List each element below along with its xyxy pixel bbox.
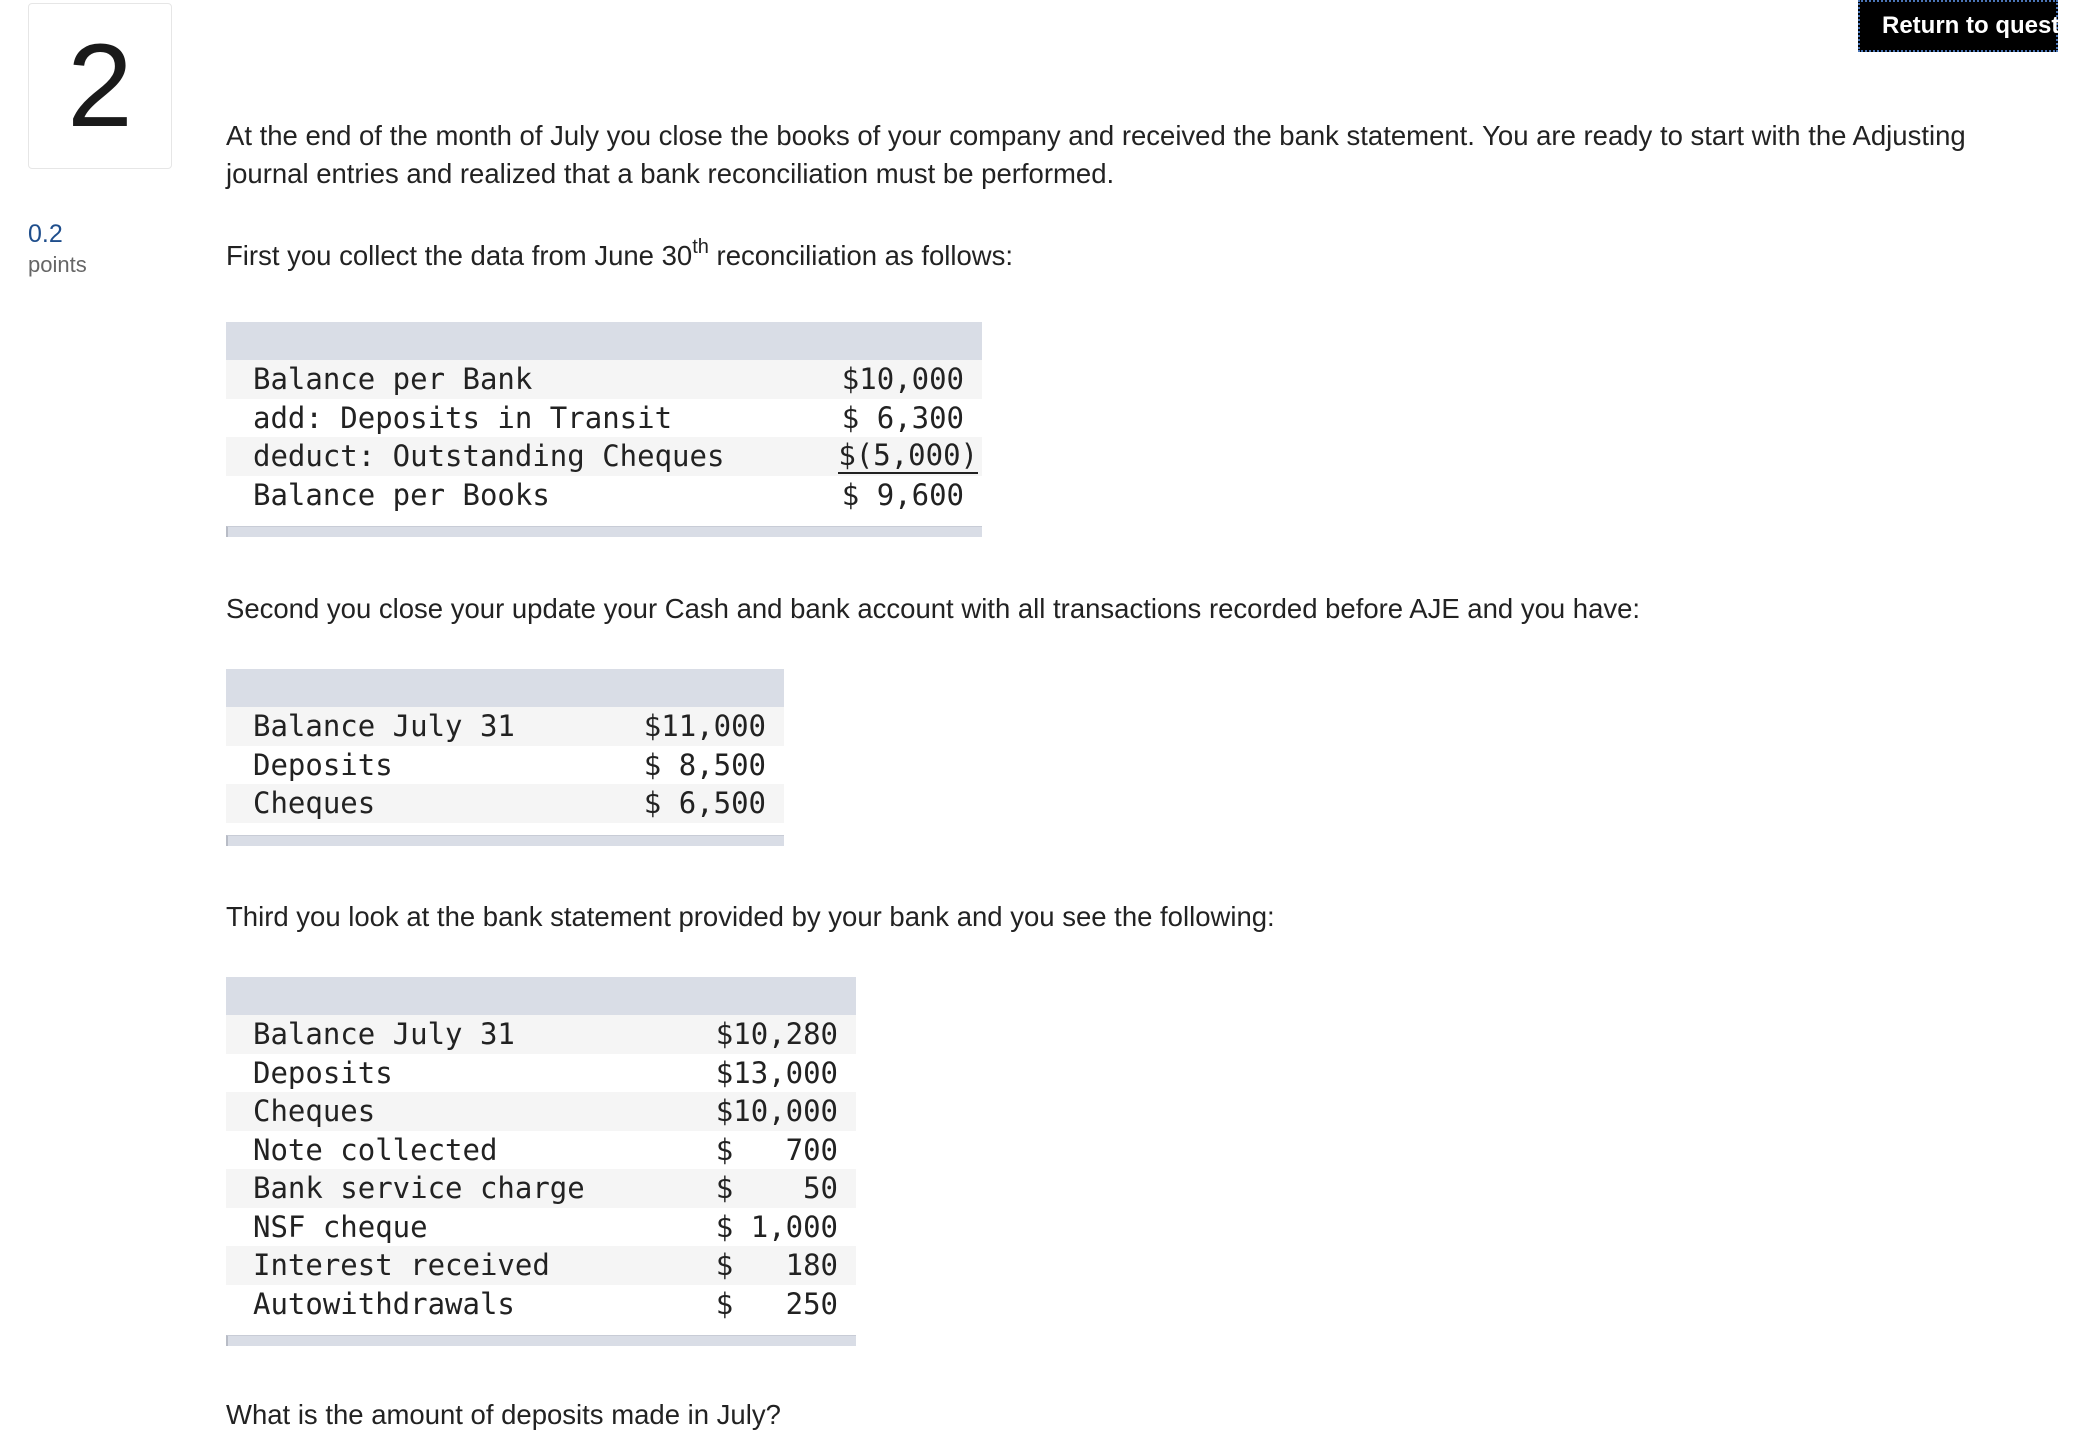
row-amount: $(5,000) bbox=[838, 438, 978, 473]
row-label: deduct: Outstanding Cheques bbox=[253, 439, 725, 474]
table-row bbox=[226, 1054, 856, 1093]
row-label: Note collected bbox=[253, 1132, 498, 1167]
row-amount: $11,000 bbox=[643, 709, 766, 744]
points-value: 0.2 bbox=[28, 220, 63, 248]
intro-paragraph bbox=[226, 117, 2056, 193]
table-row bbox=[226, 1015, 856, 1054]
question-number-box bbox=[28, 3, 172, 169]
row-label: Balance July 31 bbox=[253, 709, 515, 744]
ordinal-suffix: th bbox=[692, 236, 709, 258]
table-row bbox=[226, 1208, 856, 1247]
intro-line-2: journal entries and realized that a bank reconciliation must be performed. bbox=[226, 158, 1115, 189]
table-row bbox=[226, 476, 982, 515]
table-row bbox=[226, 784, 784, 823]
cash-account-table bbox=[226, 669, 784, 846]
third-paragraph: Third you look at the bank statement provided by your bank and you see the following: bbox=[226, 901, 1275, 932]
row-amount: $10,280 bbox=[715, 1017, 838, 1052]
row-label: Deposits bbox=[253, 1055, 393, 1090]
row-label: Balance July 31 bbox=[253, 1017, 515, 1052]
table-row bbox=[226, 399, 982, 438]
table-header bbox=[226, 322, 982, 360]
row-label: Deposits bbox=[253, 747, 393, 782]
table-footer bbox=[226, 526, 982, 537]
table-row bbox=[226, 1285, 856, 1324]
first-paragraph bbox=[226, 237, 1013, 275]
table-footer bbox=[226, 835, 784, 846]
row-label: add: Deposits in Transit bbox=[253, 400, 673, 435]
table-footer bbox=[226, 1335, 856, 1346]
june-reconciliation-table bbox=[226, 322, 982, 537]
table-row bbox=[226, 437, 982, 476]
intro-line-1: At the end of the month of July you close the books of your company and received the bank statement. You are ready to start with the Adjusting bbox=[226, 120, 1966, 151]
table-header bbox=[226, 669, 784, 707]
points-label: points bbox=[28, 252, 87, 277]
row-label: Autowithdrawals bbox=[253, 1286, 515, 1321]
table-row bbox=[226, 1092, 856, 1131]
row-amount: $ 8,500 bbox=[643, 747, 766, 782]
row-amount: $10,000 bbox=[715, 1094, 838, 1129]
row-label: Interest received bbox=[253, 1248, 550, 1283]
row-label: Cheques bbox=[253, 1094, 376, 1129]
row-label: Cheques bbox=[253, 786, 376, 821]
row-label: Balance per Books bbox=[253, 477, 550, 512]
first-text-end: reconciliation as follows: bbox=[708, 240, 1014, 271]
row-amount: $ 180 bbox=[715, 1248, 838, 1283]
table-row bbox=[226, 1246, 856, 1285]
return-to-question-button[interactable]: Return to question bbox=[1858, 0, 2058, 52]
table-row bbox=[226, 1131, 856, 1170]
row-amount: $ 50 bbox=[715, 1171, 838, 1206]
row-amount: $ 6,300 bbox=[841, 400, 964, 435]
table-row bbox=[226, 360, 982, 399]
question-prompt: What is the amount of deposits made in July? bbox=[226, 1399, 781, 1430]
table-row bbox=[226, 1169, 856, 1208]
row-label: NSF cheque bbox=[253, 1209, 428, 1244]
table-row bbox=[226, 746, 784, 785]
row-amount: $ 700 bbox=[715, 1132, 838, 1167]
row-amount: $ 250 bbox=[715, 1286, 838, 1321]
first-text: First you collect the data from June 30 bbox=[226, 240, 693, 271]
row-label: Bank service charge bbox=[253, 1171, 585, 1206]
table-row bbox=[226, 707, 784, 746]
table-header bbox=[226, 977, 856, 1015]
row-amount: $ 1,000 bbox=[715, 1209, 838, 1244]
row-amount: $13,000 bbox=[715, 1055, 838, 1090]
row-amount: $10,000 bbox=[841, 362, 964, 397]
question-number: 2 bbox=[67, 20, 133, 152]
bank-statement-table bbox=[226, 977, 856, 1346]
row-amount: $ 9,600 bbox=[841, 477, 964, 512]
row-amount: $ 6,500 bbox=[643, 786, 766, 821]
second-paragraph: Second you close your update your Cash and bank account with all transactions recorded before AJE and you have: bbox=[226, 593, 1641, 624]
row-label: Balance per Bank bbox=[253, 362, 533, 397]
